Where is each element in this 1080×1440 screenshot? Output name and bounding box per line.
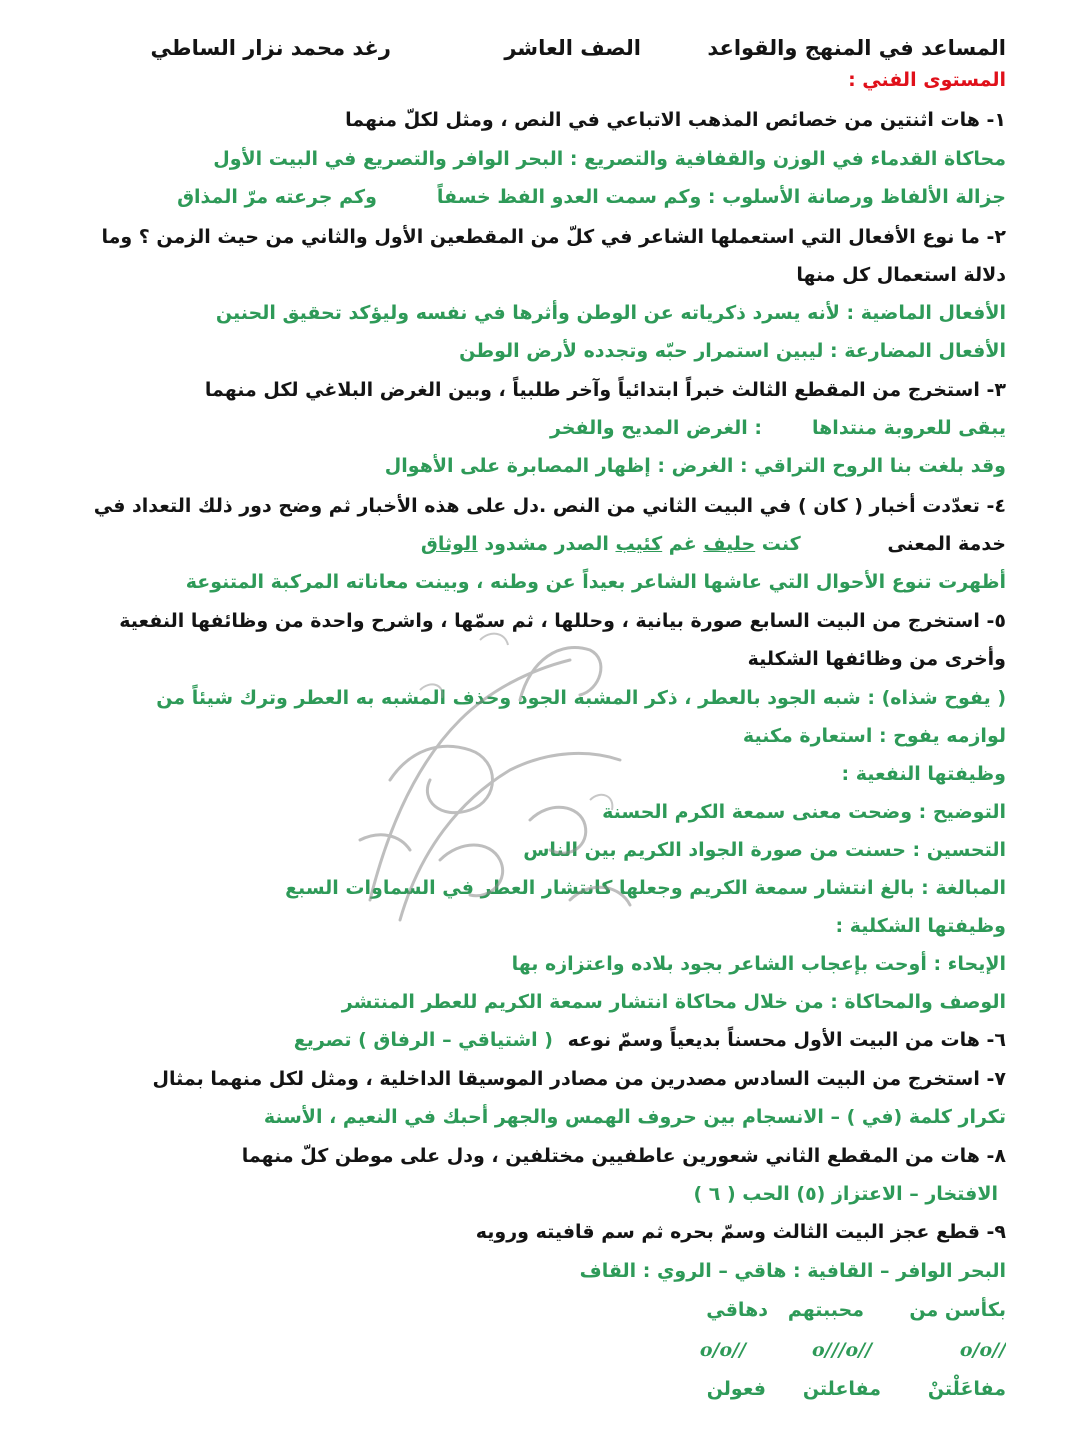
answer-5c: وظيفتها النفعية : [841, 763, 1006, 785]
scansion-foot-1: مفاعَلْتنْ [927, 1378, 1006, 1400]
answer-1a: محاكاة القدماء في الوزن والقفافية والتصريع : البحر الوافر والتصريع في البيت الأول [213, 148, 1006, 170]
answer-8: الافتخار – الاعتزاز (٥) الحب ( ٦ ) [693, 1183, 998, 1205]
header-grade: الصف العاشر [504, 36, 641, 60]
answer-5e: التحسين : حسنت من صورة الجواد الكريم بين الناس [523, 839, 1006, 861]
scansion-words-row [70, 1294, 1006, 1326]
header-title: المساعد في المنهج والقواعد [707, 36, 1006, 60]
verse-halif: حليف [703, 533, 756, 555]
answer-1b-part2: وكم جرعته مرّ المذاق [177, 186, 377, 208]
question-3: ٣- استخرج من المقطع الثالث خبراً ابتدائياً وآخر طلبياً ، وبين الغرض البلاغي لكل منهما [204, 379, 1006, 401]
question-1: ١- هات اثنتين من خصائص المذهب الاتباعي في النص ، ومثل لكلّ منهما [345, 109, 1006, 131]
question-4: ٤- تعدّدت أخبار ( كان ) في البيت الثاني من النص .دل على هذه الأخبار ثم وضح دور ذلك التعداد في [93, 495, 1006, 517]
answer-3a [70, 412, 1006, 444]
answer-9: البحر الوافر – القافية : هاقي – الروي : القاف [579, 1260, 1006, 1282]
answer-4: أظهرت تنوع الأحوال التي عاشها الشاعر بعيداً عن وطنه ، وبينت معاناته المركبة المتنوعة [185, 571, 1006, 593]
answer-3a-purpose: : الغرض المديح والفخر [549, 417, 762, 439]
scansion-marks-row [70, 1334, 1006, 1366]
question-4-cont [70, 528, 1006, 560]
question-2-cont: دلالة استعمال كل منها [796, 264, 1006, 286]
scansion-foot-3: فعولن [706, 1378, 766, 1400]
answer-5g: وظيفتها الشكلية : [835, 915, 1006, 937]
answer-5b: لوازمه يفوح : استعارة مكنية [742, 725, 1006, 747]
scansion-mark-1: o/o// [959, 1339, 1006, 1361]
answer-1b-part1: جزالة الألفاظ ورصانة الأسلوب : وكم سمت العدو الفظ خسفاً [436, 186, 1006, 208]
scansion-mark-3: o/o// [699, 1339, 746, 1361]
answer-7: تكرار كلمة (في ) – الانسجام بين حروف الهمس والجهر أحبك في النعيم ، الأسنة [263, 1106, 1006, 1128]
question-7: ٧- استخرج من البيت السادس مصدرين من مصادر الموسيقا الداخلية ، ومثل لكل منهما بمثال [152, 1068, 1006, 1090]
section-title: المستوى الفني : [848, 69, 1006, 91]
question-9: ٩- قطع عجز البيت الثالث وسمّ بحره ثم سم قافيته ورويه [475, 1221, 1006, 1243]
answer-6: ( اشتياقي – الرفاق ) تصريع [293, 1029, 553, 1051]
answer-3b: وقد بلغت بنا الروح التراقي : الغرض : إظهار المصابرة على الأهوال [384, 455, 1006, 477]
verse-sadr: الصدر مشدود [484, 533, 609, 555]
scansion-word-2: محببتهم [787, 1299, 864, 1321]
answer-5a: ( يفوح شذاه) : شبه الجود بالعطر ، ذكر المشبه الجود وحذف المشبه به العطر وترك شيئاً من [156, 687, 1006, 709]
question-2: ٢- ما نوع الأفعال التي استعملها الشاعر في كلّ من المقطعين الأول والثاني من حيث الزمن ؟ وما [101, 226, 1006, 248]
scansion-mark-2: o///o// [811, 1339, 872, 1361]
answer-5h: الإيحاء : أوحت بإعجاب الشاعر بجود بلاده واعتزازه بها [511, 953, 1006, 975]
answer-5d: التوضيح : وضحت معنى سمعة الكرم الحسنة [602, 801, 1006, 823]
question-6 [70, 1024, 1006, 1056]
scansion-feet-row [70, 1373, 1006, 1405]
header-author: رغد محمد نزار الساطي [150, 36, 391, 60]
question-5: ٥- استخرج من البيت السابع صورة بيانية ، وحللها ، ثم سمّها ، واشرح واحدة من وظائفها النفعية [119, 610, 1006, 632]
question-8: ٨- هات من المقطع الثاني شعورين عاطفيين مختلفين ، ودل على موطن كلّ منهما [241, 1145, 1006, 1167]
scansion-word-1: بكأسن من [909, 1299, 1006, 1321]
answer-2b: الأفعال المضارعة : ليبين استمرار حبّه وتجدده لأرض الوطن [459, 340, 1006, 362]
verse-wathaq: الوثاق [420, 533, 478, 555]
scansion-word-3: دهاقي [706, 1299, 768, 1321]
question-5-cont: وأخرى من وظائفها الشكلية [747, 648, 1006, 670]
verse-kunt: كنت [761, 533, 801, 555]
answer-3a-example: يبقى للعروبة منتداها [812, 417, 1006, 439]
question-4-end: خدمة المعنى [887, 533, 1006, 555]
answer-5i: الوصف والمحاكاة : من خلال محاكاة انتشار سمعة الكريم للعطر المنتشر [341, 991, 1006, 1013]
scansion-foot-2: مفاعلتن [802, 1378, 881, 1400]
question-6-text: ٦- هات من البيت الأول محسناً بديعياً وسمّ نوعه [567, 1029, 1006, 1051]
verse-gham: غم [668, 533, 697, 555]
verse-kaeeb: كئيب [615, 533, 663, 555]
answer-5f: المبالغة : بالغ انتشار سمعة الكريم وجعلها كانتشار العطر في السماوات السبع [285, 877, 1006, 899]
answer-2a: الأفعال الماضية : لأنه يسرد ذكرياته عن الوطن وأثرها في نفسه وليؤكد تحقيق الحنين [215, 302, 1006, 324]
answer-1b [70, 181, 1006, 213]
page-header [70, 32, 1006, 64]
